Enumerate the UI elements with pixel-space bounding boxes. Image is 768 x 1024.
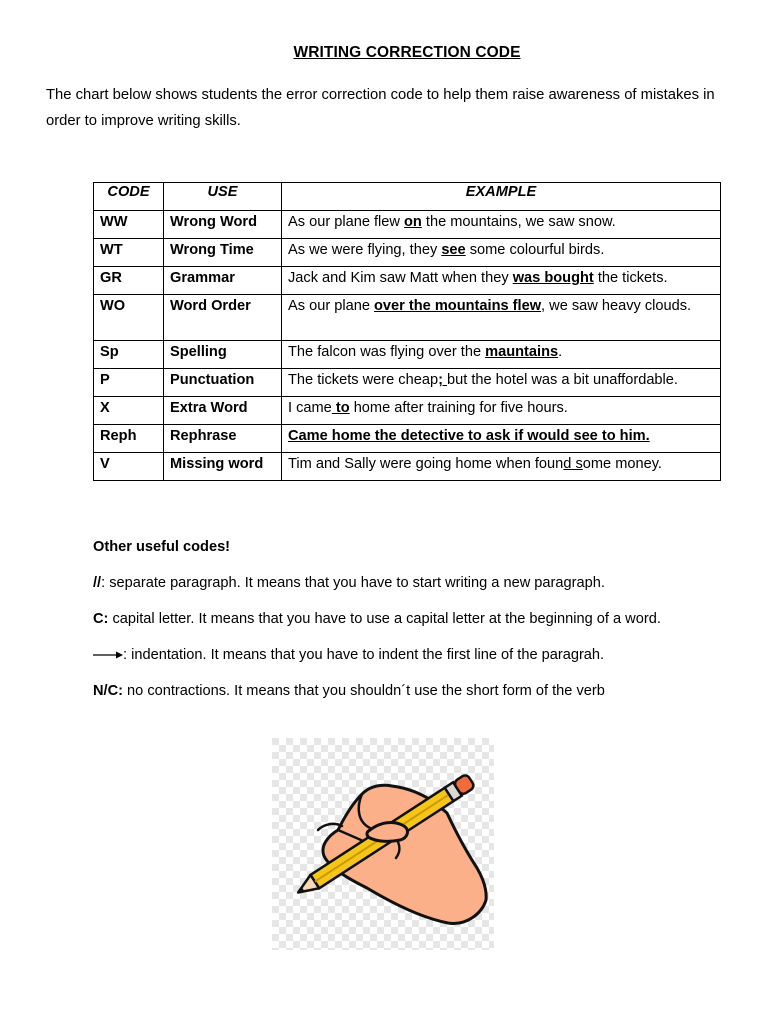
table-header-row	[94, 183, 721, 211]
hand-writing-pencil-illustration	[272, 738, 494, 950]
error-highlight: over the mountains flew	[374, 298, 542, 314]
use-cell: Word Order	[164, 295, 282, 341]
example-cell: The tickets were cheap; but the hotel was a bit unaffordable.	[282, 369, 721, 397]
code-cell: GR	[94, 267, 164, 295]
use-cell: Rephrase	[164, 425, 282, 453]
code-cell: WW	[94, 211, 164, 239]
error-highlight: Came home the detective to ask if would see to him.	[288, 428, 650, 444]
error-highlight: on	[404, 214, 422, 230]
other-codes-heading: Other useful codes!	[93, 539, 231, 555]
example-cell: As our plane over the mountains flew, we saw heavy clouds.	[282, 295, 721, 341]
intro-paragraph: The chart below shows students the error correction code to help them raise awareness of mistakes in order to improve writing skills.	[46, 87, 715, 129]
example-cell: As we were flying, they see some colourful birds.	[282, 239, 721, 267]
code-item-contractions: N/C: no contractions. It means that you shouldn´t use the short form of the verb	[93, 683, 605, 699]
table-row	[94, 453, 721, 481]
use-cell: Spelling	[164, 341, 282, 369]
header-example: EXAMPLE	[282, 183, 721, 211]
table-row	[94, 425, 721, 453]
right-arrow-icon	[93, 650, 123, 660]
header-code: CODE	[94, 183, 164, 211]
page-title: WRITING CORRECTION CODE	[293, 44, 521, 61]
example-cell: The falcon was flying over the mauntains.	[282, 341, 721, 369]
code-item-indentation: : indentation. It means that you have to indent the first line of the paragrah.	[93, 645, 753, 681]
code-cell: V	[94, 453, 164, 481]
use-cell: Extra Word	[164, 397, 282, 425]
table-row	[94, 295, 721, 341]
code-cell: WT	[94, 239, 164, 267]
code-cell: WO	[94, 295, 164, 341]
code-cell: P	[94, 369, 164, 397]
code-item-paragraph: //: separate paragraph. It means that you have to start writing a new paragraph.	[93, 575, 605, 591]
use-cell: Wrong Word	[164, 211, 282, 239]
error-highlight: to	[331, 400, 350, 416]
other-codes-section	[93, 537, 753, 717]
table-row	[94, 267, 721, 295]
use-cell: Punctuation	[164, 369, 282, 397]
correction-code-table	[93, 182, 721, 481]
example-cell: I came to home after training for five hours.	[282, 397, 721, 425]
code-cell: Sp	[94, 341, 164, 369]
use-cell: Grammar	[164, 267, 282, 295]
example-cell: As our plane flew on the mountains, we saw snow.	[282, 211, 721, 239]
error-highlight: see	[441, 242, 466, 258]
code-symbol: //	[93, 575, 102, 591]
table-row	[94, 211, 721, 239]
code-item-capital: C: capital letter. It means that you have to use a capital letter at the beginning of a word.	[93, 611, 661, 627]
code-cell: X	[94, 397, 164, 425]
table-row	[94, 239, 721, 267]
code-symbol: C:	[93, 611, 109, 627]
header-use: USE	[164, 183, 282, 211]
table-row	[94, 397, 721, 425]
error-highlight: mauntains	[485, 344, 559, 360]
use-cell: Missing word	[164, 453, 282, 481]
use-cell: Wrong Time	[164, 239, 282, 267]
example-cell: Tim and Sally were going home when found some money.	[282, 453, 721, 481]
missing-word-marker: d s	[563, 456, 583, 472]
example-cell	[282, 425, 721, 453]
table-row	[94, 369, 721, 397]
code-symbol: N/C:	[93, 683, 123, 699]
error-highlight: ;	[438, 372, 447, 388]
code-cell: Reph	[94, 425, 164, 453]
error-highlight: was bought	[512, 270, 594, 286]
example-cell: Jack and Kim saw Matt when they was bought the tickets.	[282, 267, 721, 295]
table-row	[94, 341, 721, 369]
